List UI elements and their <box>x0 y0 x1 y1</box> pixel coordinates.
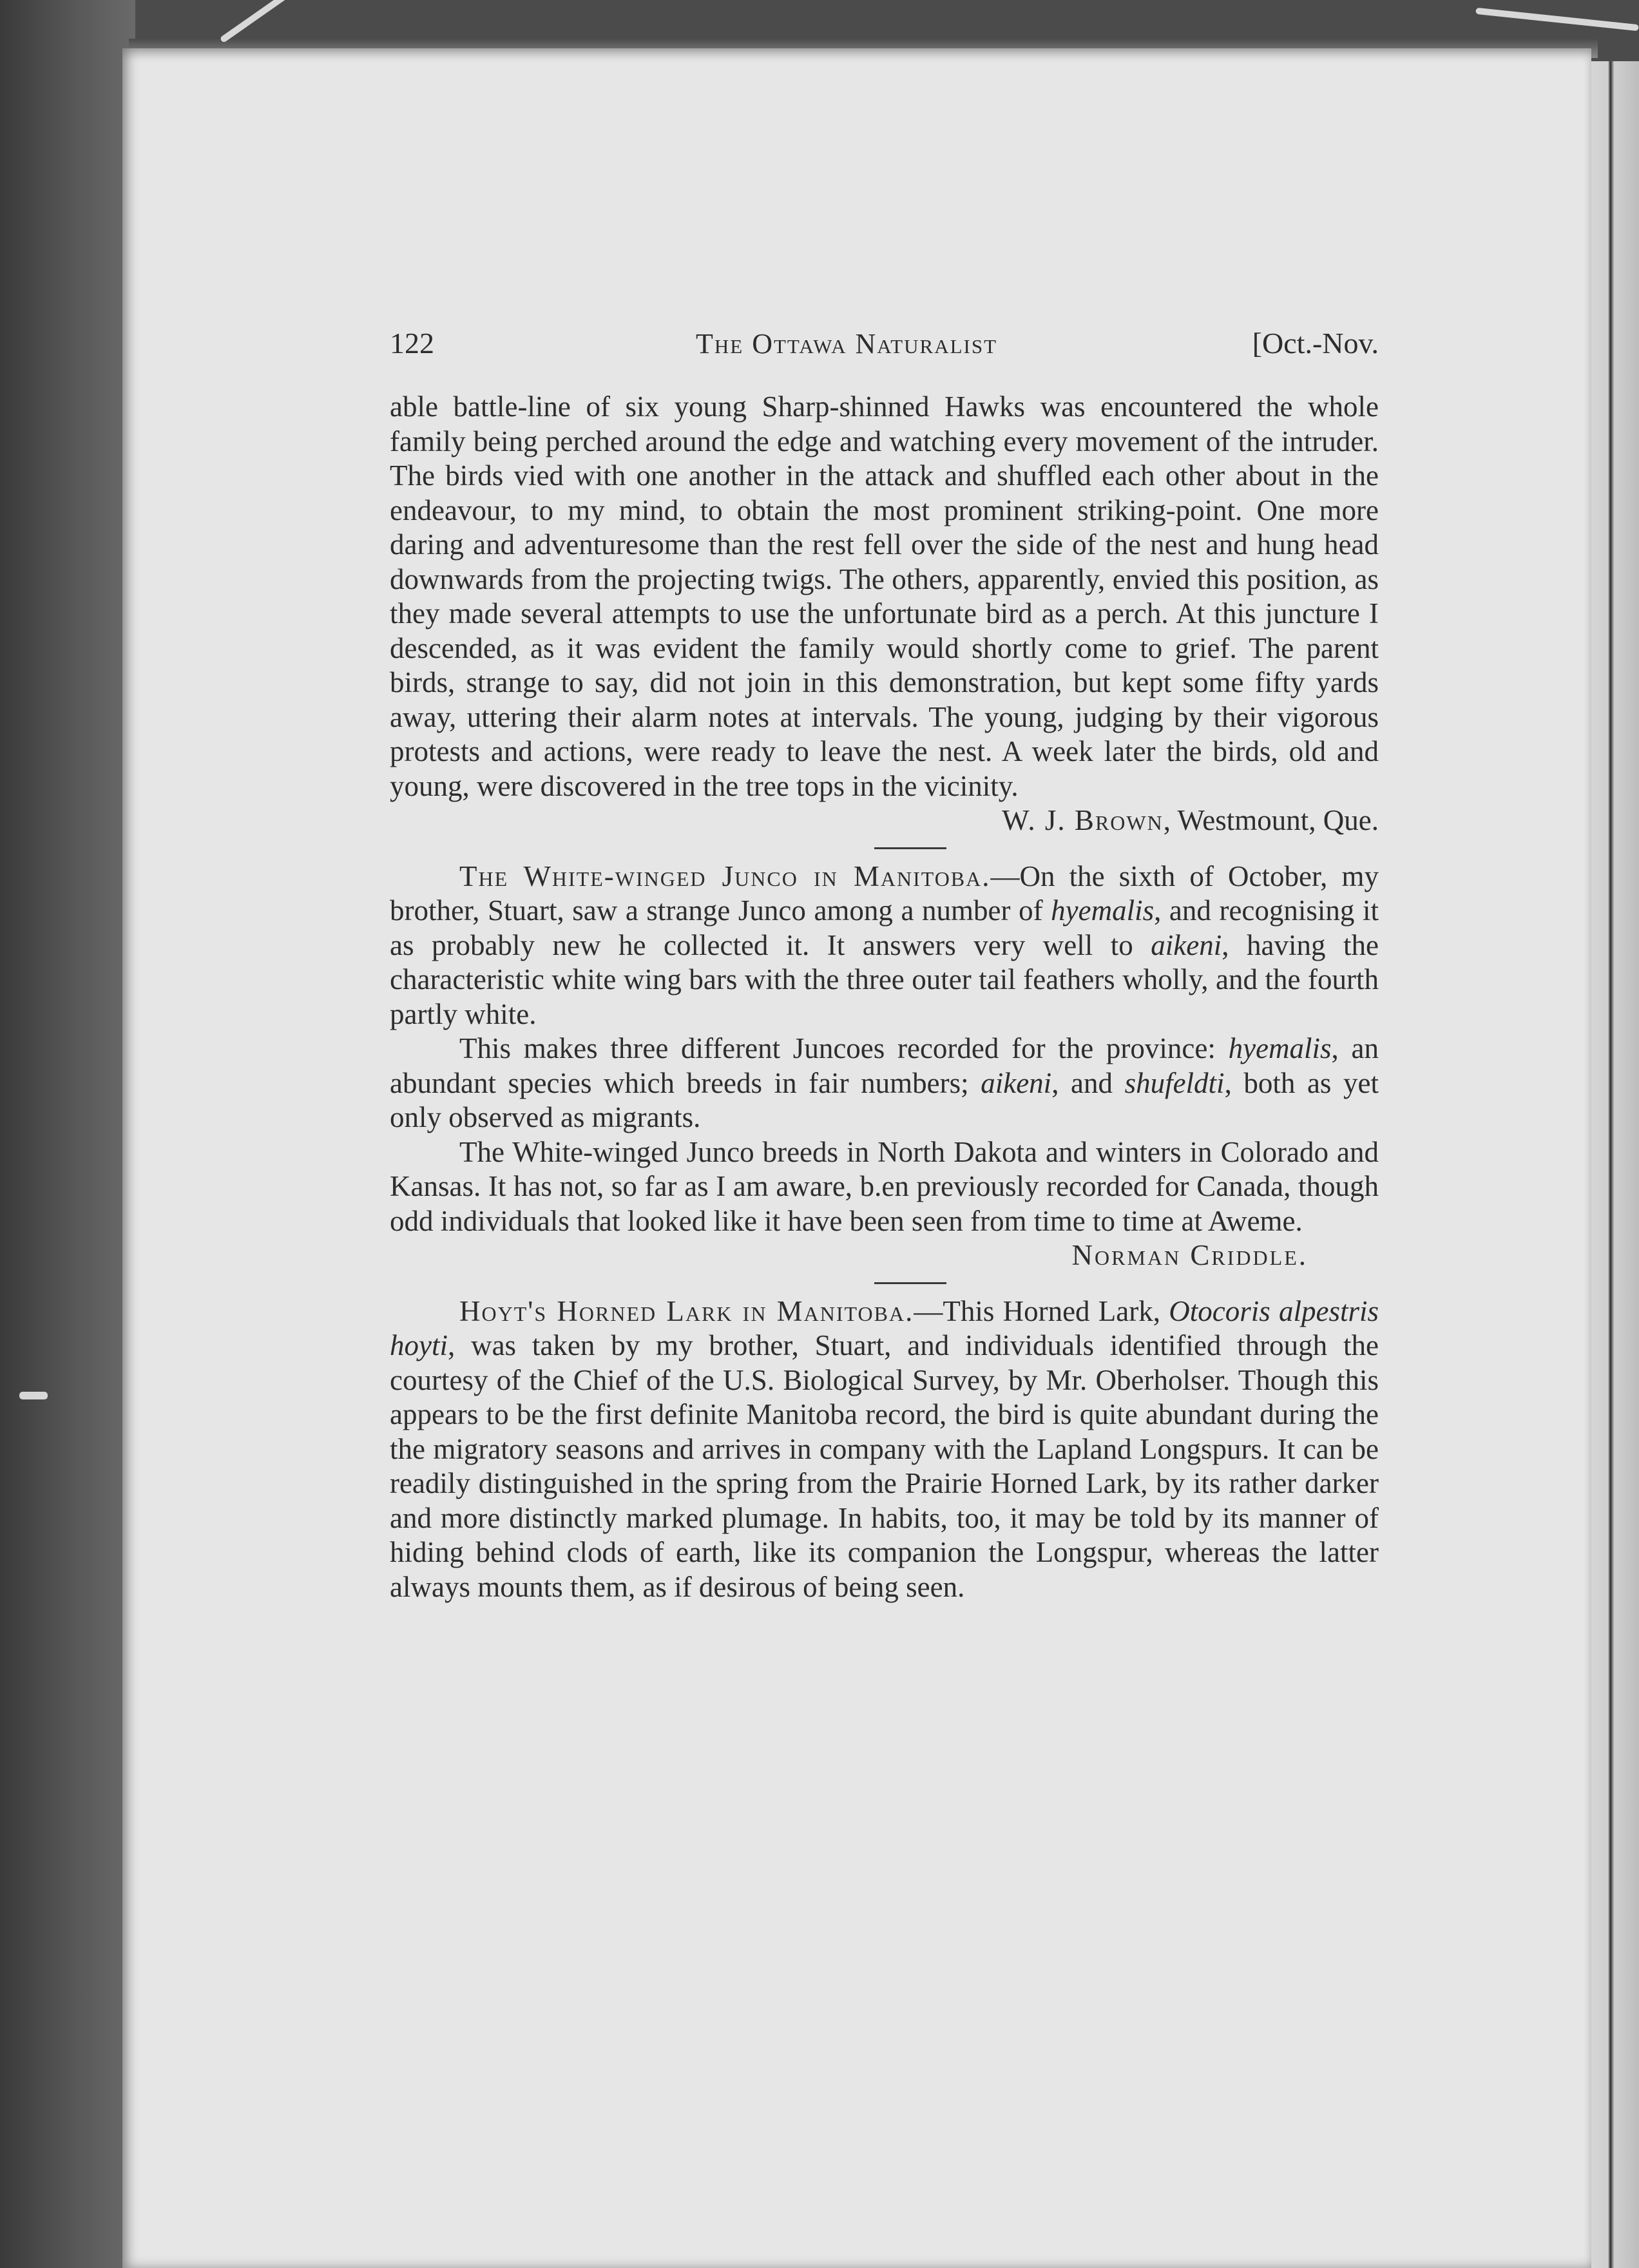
scan-scratch-mark <box>220 0 303 43</box>
section-divider <box>874 847 946 849</box>
page-number: 122 <box>390 327 434 360</box>
journal-title: The Ottawa Naturalist <box>696 328 998 360</box>
article-lark-paragraph: Hoyt's Horned Lark in Manitoba.—This Horned Lark, Otocoris alpestris hoyti, was taken by my brother, Stuart, and individuals identified through the courtesy of the Chief of the U.S. Biological Survey, by Mr. Oberholser. Though this appears to be the first definite Manitoba record, the bird is quite abundant during the the migratory seasons and arrives in company with the Lapland Longspurs. It can be readily distinguished in the spring from the Prairie Horned Lark, by its rather darker and more distinctly marked plumage. In habits, too, it may be told by its manner of hiding behind clods of earth, like its companion the Longspur, whereas the latter always mounts them, as if desirous of being seen. <box>390 1294 1379 1603</box>
running-header <box>390 322 1379 367</box>
author-location: , Westmount, Que. <box>1163 804 1379 836</box>
article-junco-paragraph-1: The White-winged Junco in Manitoba.—On the sixth of October, my brother, Stuart, saw a strange Junco among a number of hyemalis, and recognising it as probably new he collected it. It answers very well to aikeni, having the characteristic white wing bars with the three outer tail feathers wholly, and the fourth partly white. <box>390 860 1379 1030</box>
article-junco-signature: Norman Criddle. <box>1071 1239 1308 1271</box>
article-junco-paragraph-3: The White-winged Junco breeds in North Dakota and winters in Colorado and Kansas. It has not, so far as I am aware, b.en previously recorded for Canada, though odd individuals that looked like it have been seen from time to time at Aweme. <box>390 1135 1379 1237</box>
author-name: W. J. Brown <box>1002 804 1164 836</box>
scan-scratch-mark <box>1475 8 1639 31</box>
article-hawks-signature <box>390 803 1379 838</box>
section-divider <box>874 1282 946 1284</box>
scan-scratch-mark <box>19 1392 48 1399</box>
page-edge <box>1591 61 1639 2268</box>
issue-date: [Oct.-Nov. <box>1252 327 1379 360</box>
scan-background-left <box>0 0 135 2268</box>
article-junco-paragraph-2: This makes three different Juncoes recorded for the province: hyemalis, an abundant species which breeds in fair numbers; aikeni, and shufeldti, both as yet only observed as migrants. <box>390 1032 1379 1133</box>
article-lark-title: Hoyt's Horned Lark in Manitoba. <box>459 1294 914 1327</box>
page-body <box>390 390 1379 1604</box>
article-junco-title: The White-winged Junco in Manitoba. <box>459 860 991 892</box>
article-hawks-paragraph: able battle-line of six young Sharp-shinned Hawks was encountered the whole family being perched around the edge and watching every movement of the intruder. The birds vied with one another in the attack and shuffled each other about in the endeavour, to my mind, to obtain the most prominent striking-point. One more daring and adventuresome than the rest fell over the side of the nest and hung head downwards from the projecting twigs. The others, apparently, envied this position, as they made several attempts to use the unfortunate bird as a perch. At this juncture I descended, as it was evident the family would shortly come to grief. The parent birds, strange to say, did not join in this demonstration, but kept some fifty yards away, uttering their alarm notes at intervals. The young, judging by their vigorous protests and actions, were ready to leave the nest. A week later the birds, old and young, were discovered in the tree tops in the vicinity. <box>390 390 1379 802</box>
